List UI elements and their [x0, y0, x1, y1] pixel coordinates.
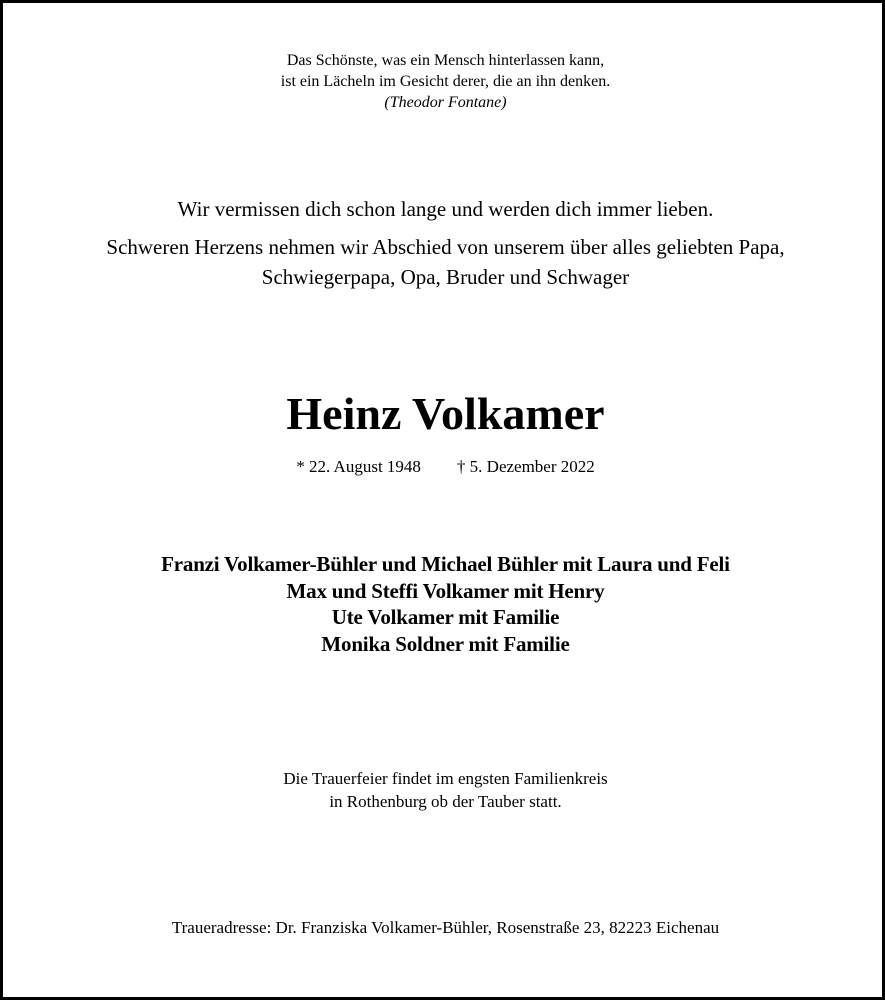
mourner-line: Ute Volkamer mit Familie [331, 605, 560, 629]
mourner-line: Franzi Volkamer-Bühler und Michael Bühler mit Laura und Feli [161, 552, 730, 576]
farewell-statement [3, 232, 885, 292]
mourners-list [3, 551, 885, 657]
mourner-line: Monika Soldner mit Familie [321, 631, 570, 656]
death-date: † 5. Dezember 2022 [456, 457, 595, 476]
mourner-line: Max und Steffi Volkamer mit Henry [286, 578, 605, 603]
intro-statement [3, 195, 885, 223]
intro-line-1: Wir vermissen dich schon lange und werden dich immer lieben. [177, 197, 714, 221]
birth-date: * 22. August 1948 [296, 457, 421, 476]
quote-block [3, 50, 885, 113]
ceremony-line-1: Die Trauerfeier findet im engsten Familienkreis [283, 769, 608, 788]
quote-line-2: ist ein Lächeln im Gesicht derer, die an ihn denken. [280, 73, 611, 90]
life-dates [3, 455, 885, 479]
quote-line-1: Das Schönste, was ein Mensch hinterlassen kann, [286, 52, 605, 69]
ceremony-line-2: in Rothenburg ob der Tauber statt. [329, 792, 562, 811]
farewell-line-1: Schweren Herzens nehmen wir Abschied von unserem über alles geliebten Papa, [106, 235, 785, 259]
mourning-address: Traueradresse: Dr. Franziska Volkamer-Bühler, Rosenstraße 23, 82223 Eichenau [171, 918, 720, 937]
quote-author: (Theodor Fontane) [384, 94, 507, 111]
deceased-name: Heinz Volkamer [286, 388, 605, 439]
farewell-line-2: Schwiegerpapa, Opa, Bruder und Schwager [261, 265, 630, 289]
ceremony-info [3, 767, 885, 813]
